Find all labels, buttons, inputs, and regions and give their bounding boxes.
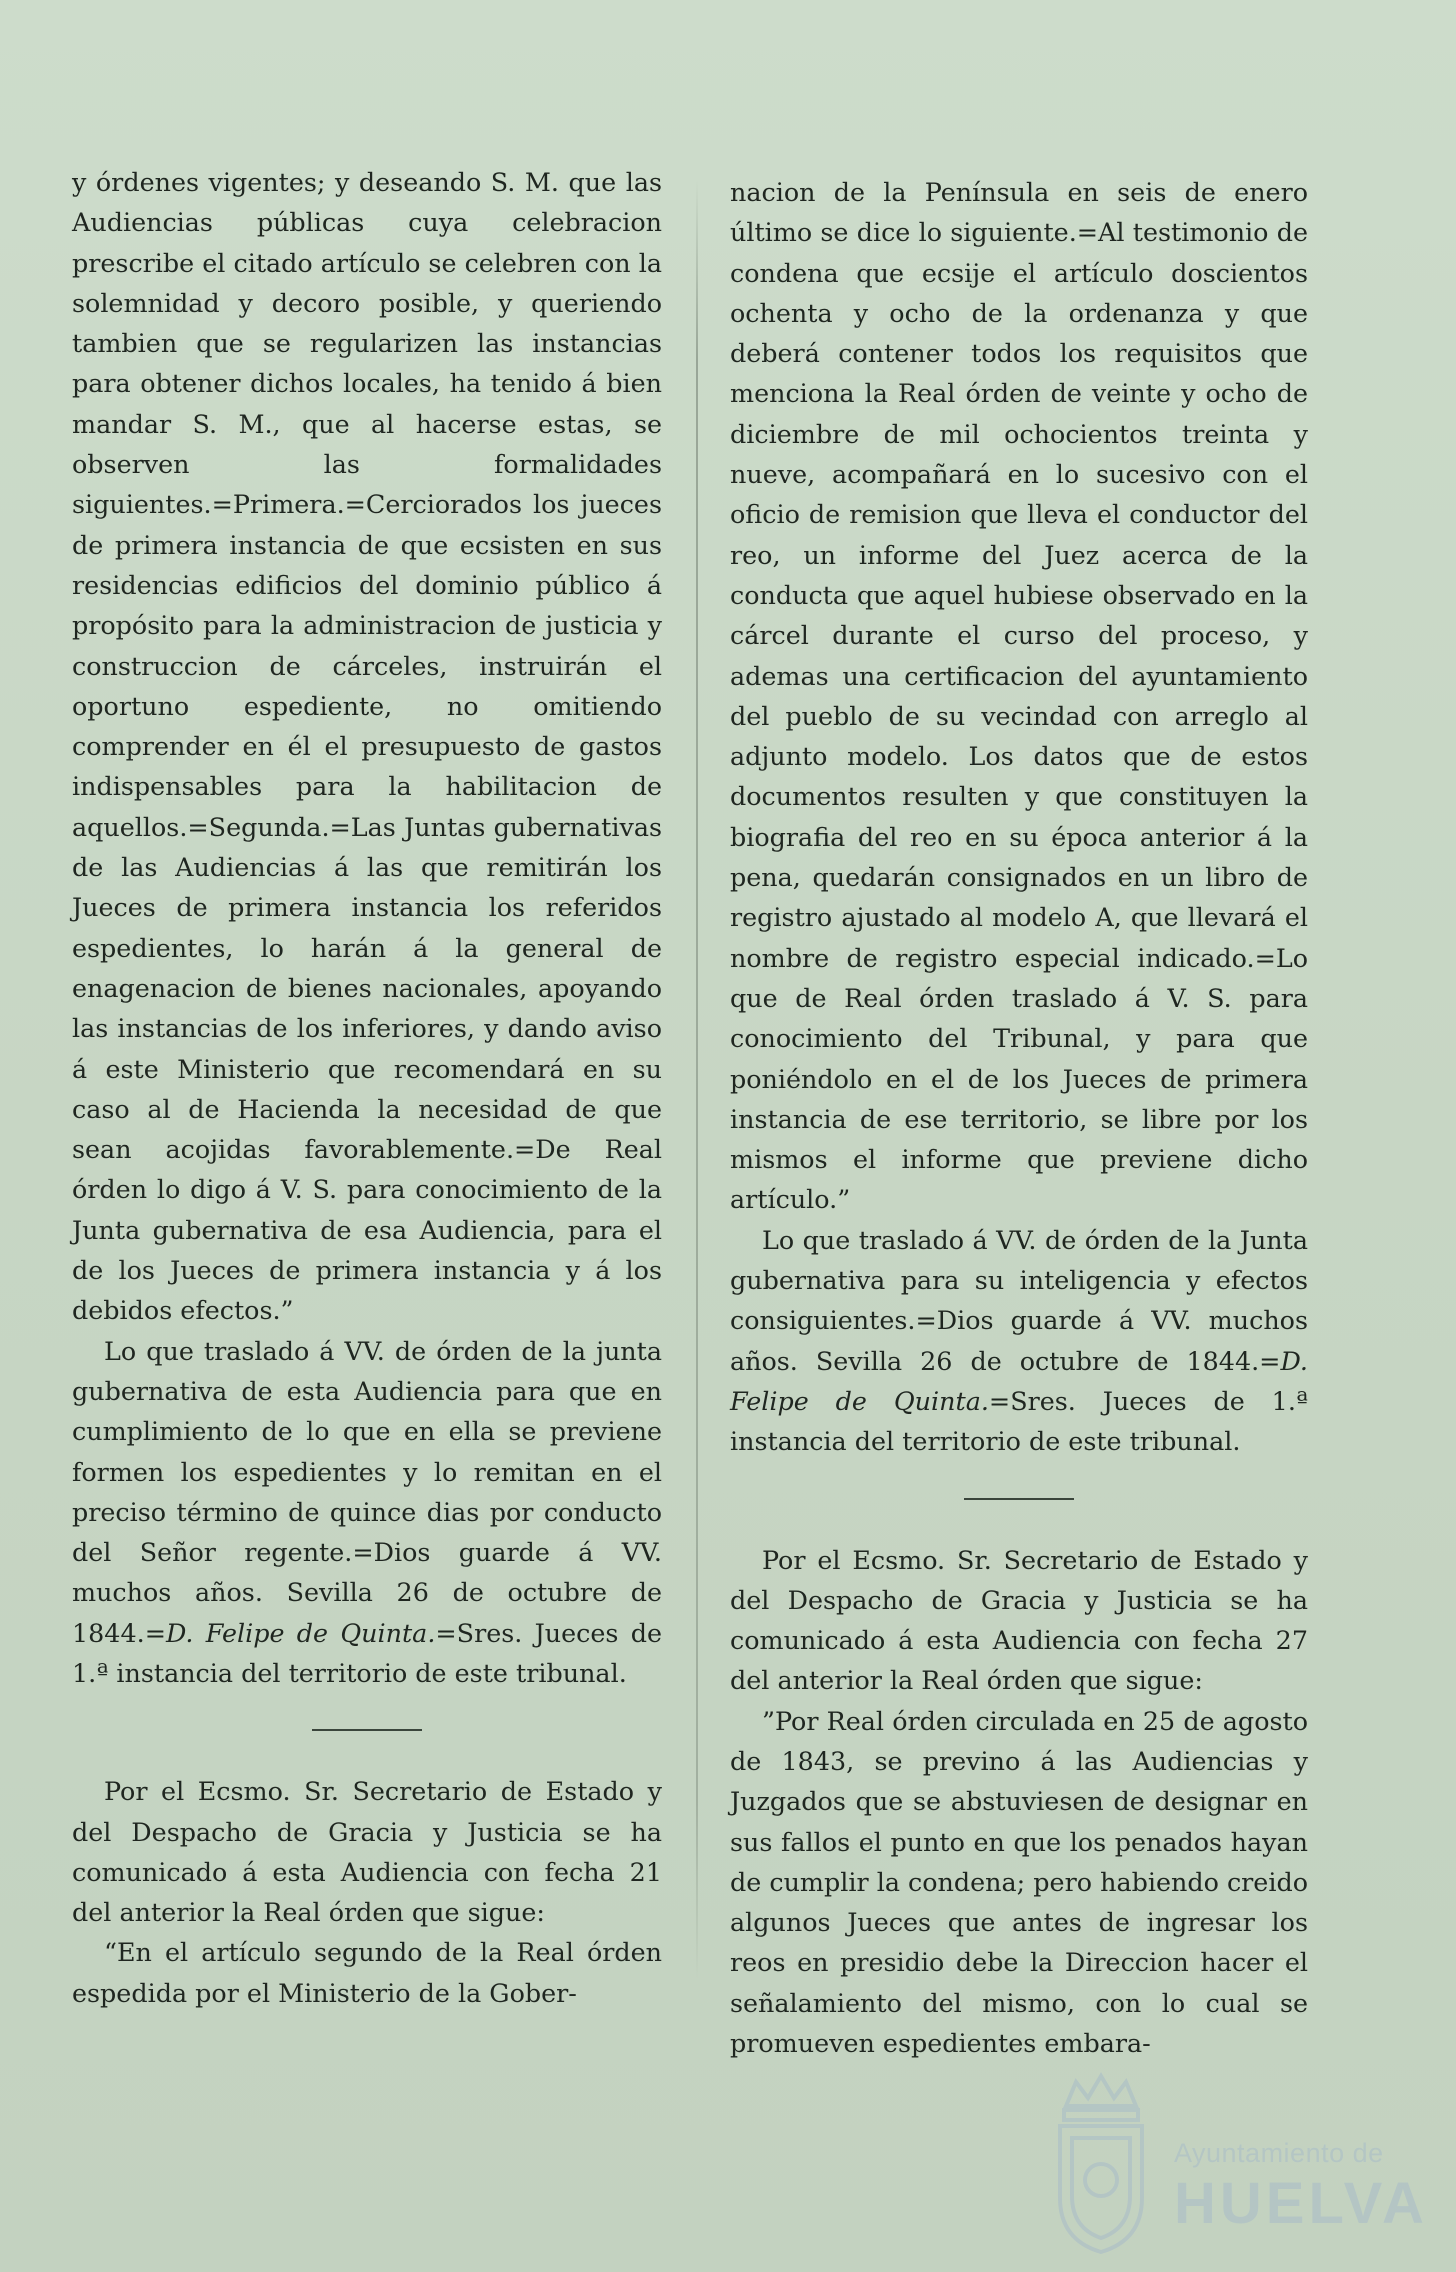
right-paragraph-1: nacion de la Península en seis de enero último se dice lo siguiente.=Al testimonio de condena que ecsije el artículo doscientos ochenta y ocho de la ordenanza y que deberá contener todos los requisitos que menciona la Real órden de veinte y ocho de diciembre de mil ochocientos treinta y nueve, acompañará en lo sucesivo con el oficio de remision que lleva el conductor del reo, un informe del Juez acerca de la conducta que aquel hubiese observado en la cárcel durante el curso del proceso, y ademas una certificacion del ayuntamiento del pueblo de su vecindad con arreglo al adjunto modelo. Los datos que de estos documentos resulten y que constituyen la biografia del reo en su época anterior á la pena, quedarán consignados en un libro de registro ajustado al modelo A, que llevará el nombre de registro especial indicado.=Lo que de Real órden traslado á V. S. para conocimiento del Tribunal, y para que poniéndolo en el de los Jueces de primera instancia de ese territorio, se libre por los mismos el informe que previene dicho artículo.”	[730, 177, 1308, 1215]
left-column	[72, 162, 662, 2013]
watermark	[1046, 2068, 1428, 2258]
right-signature: D. Felipe de Quinta.	[730, 1345, 1308, 1416]
watermark-line-2: HUELVA	[1174, 2171, 1428, 2236]
left-paragraph-2	[72, 1331, 662, 1694]
left-paragraph-2-text: Lo que traslado á VV. de órden de la junta gubernativa de esta Audiencia para que en cumplimiento de lo que en ella se previene formen los espedientes y lo remitan en el preciso término de quince dias por conducto del Señor regente.=Dios guarde á VV. muchos años. Sevilla 26 de octubre de 1844.=	[72, 1335, 662, 1648]
left-paragraph-4: “En el artículo segundo de la Real órden espedida por el Ministerio de la Gober-	[72, 1937, 662, 2008]
left-paragraph-1: y órdenes vigentes; y deseando S. M. que las Audiencias públicas cuya celebracion prescribe el citado artículo se celebren con la solemnidad y decoro posible, y queriendo tambien que se regularizen las instancias para obtener dichos locales, ha tenido á bien mandar S. M., que al hacerse estas, se observen las formalidades siguientes.=Primera.=Cerciorados los jueces de primera instancia de que ecsisten en sus residencias edificios del dominio público á propósito para la administracion de justicia y construccion de cárceles, instruirán el oportuno espediente, no omitiendo comprender en él el presupuesto de gastos indispensables para la habilitacion de aquellos.=Segunda.=Las Juntas gubernativas de las Audiencias á las que remitirán los Jueces de primera instancia los referidos espedientes, lo harán á la general de enagenacion de bienes nacionales, apoyando las instancias de los inferiores, y dando aviso á este Ministerio que recomendará en su caso al de Hacienda la necesidad de que sean acojidas favorablemente.=De Real órden lo digo á V. S. para conocimiento de la Junta gubernativa de esa Audiencia, para el de los Jueces de primera instancia y á los debidos efectos.”	[72, 167, 662, 1326]
left-signature: D. Felipe de Quinta.	[165, 1617, 436, 1648]
left-paragraph-2-closing: =Sres. Jueces de 1.ª instancia del territorio de este tribunal.	[72, 1617, 662, 1688]
right-separator-rule	[964, 1498, 1074, 1500]
right-paragraph-3: Por el Ecsmo. Sr. Secretario de Estado y del Despacho de Gracia y Justicia se ha comunicado á esta Audiencia con fecha 27 del anterior la Real órden que sigue:	[730, 1544, 1308, 1696]
right-paragraph-2-closing: =Sres. Jueces de 1.ª instancia del territorio de este tribunal.	[730, 1385, 1308, 1457]
right-column	[730, 172, 1308, 2063]
huelva-coat-of-arms-icon	[1046, 2068, 1156, 2258]
right-paragraph-2-text: Lo que traslado á VV. de órden de la Junta gubernativa para su inteligencia y efectos consiguientes.=Dios guarde á VV. muchos años. Sevilla 26 de octubre de 1844.=	[730, 1224, 1308, 1376]
right-paragraph-4: ”Por Real órden circulada en 25 de agosto de 1843, se previno á las Audiencias y Juzgados que se abstuviesen de designar en sus fallos el punto en que los penados hayan de cumplir la condena; pero habiendo creido algunos Jueces que antes de ingresar los reos en presidio debe la Direccion hacer el señalamiento del mismo, con lo cual se promueven espedientes embara-	[730, 1705, 1308, 2059]
watermark-line-1: Ayuntamiento de	[1174, 2138, 1384, 2168]
left-paragraph-3: Por el Ecsmo. Sr. Secretario de Estado y del Despacho de Gracia y Justicia se ha comunicado á esta Audiencia con fecha 21 del anterior la Real órden que sigue:	[72, 1776, 662, 1928]
left-separator-rule	[312, 1729, 422, 1731]
column-divider	[696, 180, 698, 1980]
right-paragraph-2	[730, 1220, 1308, 1462]
